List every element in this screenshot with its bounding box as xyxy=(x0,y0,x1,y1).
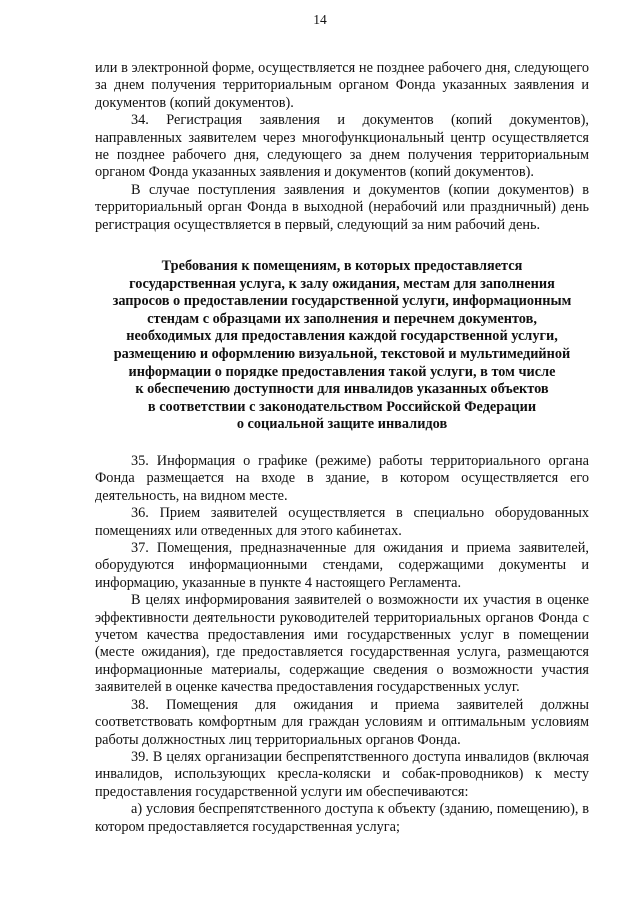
paragraph-36: 36. Прием заявителей осуществляется в специально оборудованных помещениях или отведенных для этого кабинетах. xyxy=(95,505,589,539)
heading-line: Требования к помещениям, в которых предоставляется xyxy=(161,258,523,275)
heading-line: размещению и оформлению визуальной, текстовой и мультимедийной xyxy=(113,346,571,363)
section-heading xyxy=(95,258,589,434)
paragraph-39: 39. В целях организации беспрепятственного доступа инвалидов (включая инвалидов, использующих кресла-коляски и собак-проводников) к месту предоставления государственной услуги им обеспечиваются: xyxy=(95,748,589,800)
paragraph-37-part-2: В целях информирования заявителей о возможности их участия в оценке эффективности деятельности руководителей территориальных органов Фонда с учетом качества предоставления ими государственных услуг в помещении (месте ожидания), где предоставляется государственная услуга, размещаются информационные материалы, содержащие сведения о возможности участия заявителей в оценке качества предоставления государственных услуг. xyxy=(95,592,589,696)
paragraph-35: 35. Информация о графике (режиме) работы территориального органа Фонда размещается на входе в здание, в котором осуществляется его деятельность, на видном месте. xyxy=(95,453,589,504)
paragraph-37: 37. Помещения, предназначенные для ожидания и приема заявителей, оборудуются информационными стендами, содержащими документы и информацию, указанные в пункте 4 настоящего Регламента. xyxy=(95,540,589,591)
paragraph-39-item-a: а) условия беспрепятственного доступа к объекту (зданию, помещению), в котором предоставляется государственная услуга; xyxy=(95,801,589,835)
document-body xyxy=(95,60,589,836)
paragraph-continuation: или в электронной форме, осуществляется не позднее рабочего дня, следующего за днем получения территориальным органом Фонда указанных заявления и документов (копий документов). xyxy=(95,60,589,111)
heading-line: государственная услуга, к залу ожидания, местам для заполнения xyxy=(129,275,555,292)
heading-line: информации о порядке предоставления такой услуги, в том числе xyxy=(128,363,556,380)
heading-line: необходимых для предоставления каждой государственной услуги, xyxy=(126,328,558,345)
heading-line: в соответствии с законодательством Российской Федерации xyxy=(147,398,537,415)
heading-line: стендам с образцами их заполнения и перечнем документов, xyxy=(147,310,537,327)
paragraph-34: 34. Регистрация заявления и документов (копий документов), направленных заявителем через многофункциональный центр осуществляется не позднее рабочего дня, следующего за днем получения территориальным органом Фонда указанных заявления и документов (копий документов). xyxy=(95,112,589,181)
heading-line: к обеспечению доступности для инвалидов указанных объектов xyxy=(135,381,549,398)
page-number: 14 xyxy=(313,12,327,27)
heading-line: о социальной защите инвалидов xyxy=(236,416,448,433)
heading-line: запросов о предоставлении государственной услуги, информационным xyxy=(112,293,572,310)
paragraph-34-part-2: В случае поступления заявления и документов (копии документов) в территориальный орган Фонда в выходной (нерабочий или праздничный) день регистрация осуществляется в первый, следующий за ним рабочий день. xyxy=(95,181,589,233)
paragraph-38: 38. Помещения для ожидания и приема заявителей должны соответствовать комфортным для граждан условиям и оптимальным условиям работы должностных лиц территориальных органов Фонда. xyxy=(95,696,589,748)
